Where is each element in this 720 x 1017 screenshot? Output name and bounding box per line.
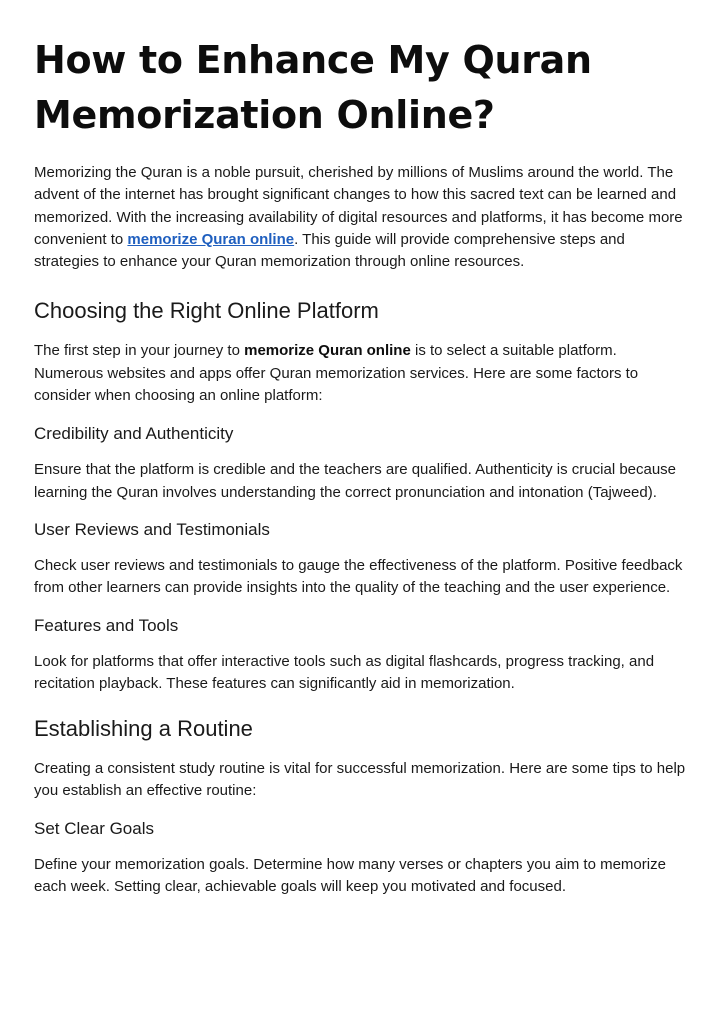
section-heading-platform: Choosing the Right Online Platform (34, 298, 379, 324)
credibility-paragraph: Ensure that the platform is credible and the teachers are qualified. Authenticity is crucial because learning the Quran involves understanding the correct pronunciation and intonation (Tajweed). (34, 461, 677, 501)
subheading-features-tools: Features and Tools (34, 615, 179, 635)
memorize-quran-online-link[interactable]: memorize Quran online (127, 230, 295, 248)
intro-paragraph (34, 162, 688, 273)
platform-bold-phrase: memorize Quran online (244, 342, 411, 360)
section-heading-routine: Establishing a Routine (34, 716, 253, 742)
page-title: How to Enhance My Quran Memorization Online? (34, 38, 592, 137)
reviews-paragraph: Check user reviews and testimonials to gauge the effectiveness of the platform. Positive feedback from other learners can provide insights into the quality of the teaching and the user experience. (34, 556, 683, 597)
subheading-set-clear-goals: Set Clear Goals (34, 818, 154, 838)
platform-text-end: is to select a suitable platform. Numerous websites and apps offer Quran memorization services. Here are some factors to consider when choosing an online platform: (34, 342, 639, 405)
subheading-credibility: Credibility and Authenticity (34, 424, 234, 444)
subheading-user-reviews: User Reviews and Testimonials (34, 519, 270, 539)
features-paragraph: Look for platforms that offer interactive tools such as digital flashcards, progress tracking, and recitation playback. These features can significantly aid in memorization. (34, 652, 655, 692)
intro-text-end: . This guide will provide comprehensive steps and strategies to enhance your Quran memorization through online resources. (34, 230, 625, 271)
intro-text-start: Memorizing the Quran is a noble pursuit, cherished by millions of Muslims around the world. The advent of the internet has brought significant changes to how this sacred text can be learned and memorized. With the increasing availability of digital resources and platforms, it has become more convenient to (34, 164, 683, 248)
routine-paragraph: Creating a consistent study routine is vital for successful memorization. Here are some tips to help you establish an effective routine: (34, 760, 686, 800)
article (34, 0, 688, 898)
goals-paragraph: Define your memorization goals. Determine how many verses or chapters you aim to memorize each week. Setting clear, achievable goals will keep you motivated and focused. (34, 855, 666, 896)
platform-text-start: The first step in your journey to (34, 342, 245, 360)
platform-paragraph (34, 340, 688, 407)
